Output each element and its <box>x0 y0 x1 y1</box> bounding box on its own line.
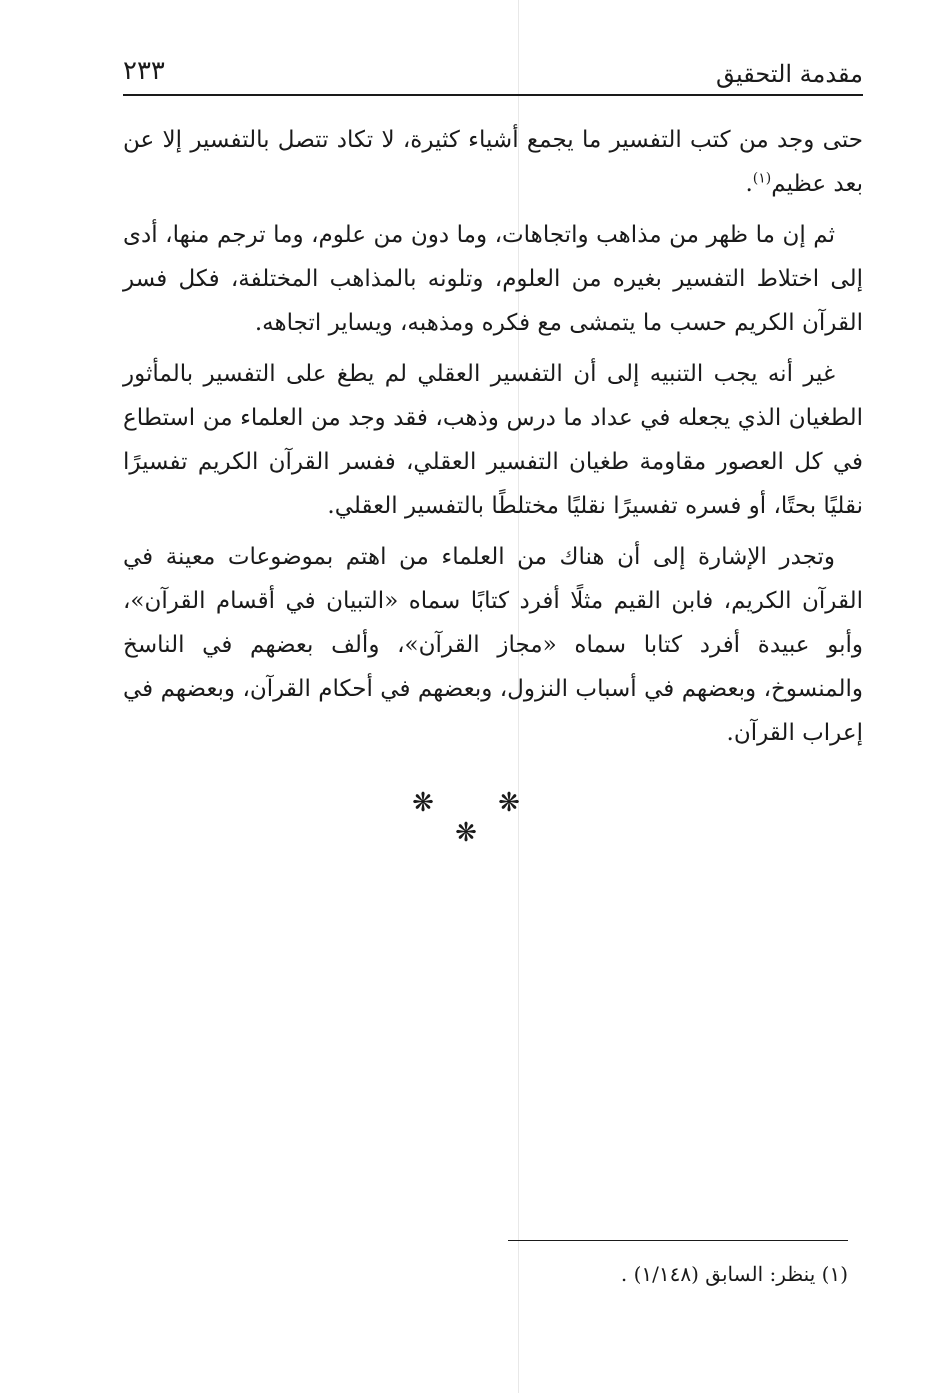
paragraph-1-text: حتى وجد من كتب التفسير ما يجمع أشياء كثيرة، لا تكاد تتصل بالتفسير إلا عن بعد عظيم <box>123 127 863 197</box>
paragraph-4: وتجدر الإشارة إلى أن هناك من العلماء من اهتم بموضوعات معينة في القرآن الكريم، فابن القيم مثلًا أفرد كتابًا سماه «التبيان في أقسام القرآن»، وأبو عبيدة أفرد كتابا سماه «مجاز القرآن»، وألف بعضهم في الناسخ والمنسوخ، وبعضهم في أسباب النزول، وبعضهم في أحكام القرآن، وبعضهم في إعراب القرآن. <box>123 544 863 746</box>
paragraph-1-end: . <box>745 171 753 197</box>
footnote: (١) ينظر: السابق (١/١٤٨) . <box>620 1262 848 1286</box>
paragraph-3: غير أنه يجب التنبيه إلى أن التفسير العقلي لم يطغ على التفسير بالمأثور الطغيان الذي يجعله في عداد ما درس وذهب، فقد وجد من العلماء من استطاع في كل العصور مقاومة طغيان التفسير العقلي، ففسر القرآن الكريم تفسيرًا نقليًا بحتًا، أو فسره تفسيرًا نقليًا مختلطًا بالتفسير العقلي. <box>123 361 863 519</box>
page-number: ٢٣٣ <box>123 56 165 86</box>
running-title: مقدمة التحقيق <box>715 60 863 88</box>
page-header <box>123 52 863 92</box>
paragraph-2: ثم إن ما ظهر من مذاهب واتجاهات، وما دون من علوم، وما ترجم منها، أدى إلى اختلاط التفسير بغيره من العلوم، وتلونه بالمذاهب المختلفة، فكل فسر القرآن الكريم حسب ما يتمشى مع فكره ومذهبه، ويساير اتجاهه. <box>123 222 863 336</box>
header-rule <box>123 94 863 96</box>
footnote-reference: (١) <box>752 170 772 187</box>
footnote-rule <box>508 1240 848 1241</box>
paragraph-1 <box>123 118 863 206</box>
section-separator: ❋ ❋ ❋ <box>412 788 548 848</box>
main-text <box>123 118 863 762</box>
